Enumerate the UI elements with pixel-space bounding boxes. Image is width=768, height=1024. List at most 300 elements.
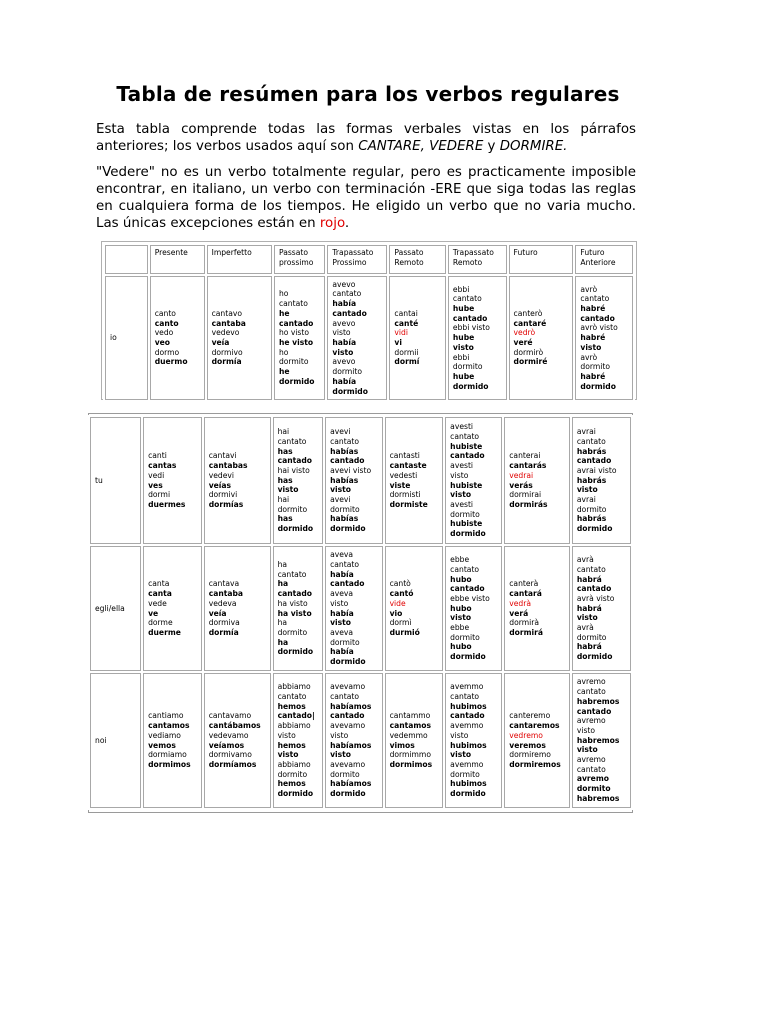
verb-form: vediamo (148, 730, 181, 740)
verb-form: dormías (208, 499, 244, 509)
tense-header-text: Prossimo (332, 257, 367, 267)
table-row (105, 276, 633, 400)
verb-form: hube (452, 371, 475, 381)
verb-form: veías (208, 480, 232, 490)
verb-form: aveva (330, 589, 354, 599)
verb-form: cantaré (513, 318, 547, 328)
verb-form: cantó (389, 589, 414, 599)
verb-form: canterai (509, 451, 541, 461)
verb-form: visto (450, 613, 472, 623)
verb-form: avremo (576, 716, 606, 726)
conjugation-cell (445, 546, 502, 671)
verb-form: había (332, 338, 357, 347)
verb-form: canté (394, 318, 419, 328)
verb-form: vedrà (509, 598, 532, 608)
person-label: egli/ella (90, 546, 141, 671)
verb-form: cantado (576, 456, 612, 466)
verb-form: cantato (330, 691, 359, 701)
verb-form: dormía (211, 357, 242, 367)
verb-form: cantaba (208, 589, 244, 599)
conjugation-cell (204, 417, 271, 544)
verb-form: abbiamo (277, 682, 311, 692)
verb-form: has (277, 475, 293, 485)
tense-header (448, 245, 507, 274)
conjugation-cell (445, 673, 502, 808)
verb-form: ves (148, 480, 163, 490)
verb-form: hai visto (277, 465, 310, 475)
verb-form: dormisti (389, 490, 421, 500)
verb-form: avevi (330, 427, 351, 437)
verb-form: avrà visto (576, 593, 615, 603)
verb-form: dormimos (389, 759, 433, 769)
verb-form: avevi (330, 495, 351, 505)
verb-form: dormimmo (389, 750, 431, 760)
verb-form: dormirò (513, 347, 544, 357)
tense-header (150, 245, 205, 274)
verb-form: hubimos (450, 779, 487, 789)
verb-form: hemos (277, 740, 306, 750)
verb-form: cantiamo (148, 711, 184, 721)
verb-form: dormimos (148, 759, 191, 769)
verb-form: dorme (148, 618, 173, 628)
verb-form: habíamos (330, 779, 372, 789)
verb-form: dormito (452, 362, 483, 372)
verb-form: hubiste (450, 519, 483, 529)
verb-form: cantado (576, 706, 612, 716)
verb-form: vimos (389, 740, 415, 750)
verb-form: visto (332, 347, 354, 357)
verb-form: cantado (277, 589, 313, 599)
tense-header-text: Trapassato (332, 248, 374, 257)
conjugation-cell (504, 546, 570, 671)
verb-form: visto (332, 328, 351, 338)
verb-form: dormiamo (148, 750, 187, 760)
verb-form: vemos (148, 740, 176, 750)
verb-form: habrás (576, 475, 607, 485)
verb-form: ebbe (450, 623, 470, 633)
verb-form: he (278, 308, 290, 318)
verb-form: veía (211, 338, 230, 347)
conjugation-cell (572, 546, 631, 671)
intro-paragraph (96, 121, 636, 155)
verb-form: cantado (277, 456, 313, 466)
verb-form: cantato (277, 436, 307, 446)
verb-form: hubo (450, 642, 472, 652)
period: . (344, 216, 350, 231)
verb-form: he visto (278, 338, 314, 347)
verb-form: hai (277, 427, 290, 437)
verb-form: abbiamo (277, 721, 311, 731)
verb-form: hubiste (450, 480, 483, 490)
verb-form: visto (576, 725, 596, 735)
verb-form: avemmo (450, 721, 484, 731)
verb-form: cantato (450, 691, 480, 701)
verb-form: visto (330, 598, 349, 608)
verb-form: habremos (576, 793, 620, 803)
verb-form: veré (513, 338, 533, 347)
verb-form: avrà (576, 623, 594, 633)
verb-form: cantábamos (208, 721, 261, 731)
verb-form: avrai (576, 495, 596, 505)
verb-form: cantado (330, 456, 365, 466)
conjugation-cell (389, 276, 445, 400)
verb-form: dormì (389, 618, 412, 628)
table-row (90, 673, 631, 808)
verb-form: avevo (332, 318, 356, 328)
verb-form: visto (450, 750, 472, 760)
verb-form: visto (452, 342, 474, 352)
verb-form: cantammo (389, 711, 431, 721)
verb-form: avremo (576, 755, 606, 765)
conjugation-cell (448, 276, 507, 400)
conjugation-cell (327, 276, 387, 400)
verb-form: visto (277, 730, 296, 740)
verb-form: cantado (278, 318, 314, 328)
verb-form: habrá (576, 603, 602, 613)
conjugation-cell (273, 673, 324, 808)
note-paragraph (96, 164, 636, 232)
verb-form: visto (330, 618, 351, 628)
verb-form: cantaba (211, 318, 246, 328)
verb-form: dormía (208, 627, 239, 637)
verb-form: cantado (330, 711, 365, 721)
verb-form: dormito (450, 769, 480, 779)
verb-form: ebbe (450, 555, 470, 565)
verb-form: dormiremo (509, 750, 551, 760)
verb-form: habrás (576, 446, 607, 456)
table-row (90, 417, 631, 544)
verb-form: cantabas (208, 461, 248, 471)
verb-form: canta (148, 579, 170, 589)
conjugation-cell (385, 673, 444, 808)
verb-form: dormido (277, 789, 314, 799)
verb-form: avesti (450, 422, 474, 432)
verb-form: vede (148, 598, 167, 608)
tense-header (509, 245, 574, 274)
verb-form: dormiva (208, 618, 240, 628)
verb-form: dormito (277, 627, 308, 637)
verb-form: dormido (277, 647, 314, 657)
verb-form: dormí (394, 357, 420, 367)
verb-form: vedevo (211, 328, 240, 338)
verb-form: avremo (576, 774, 609, 784)
conjugation-cell (150, 276, 205, 400)
verb-form: dormito (332, 367, 362, 377)
verb-form: ho (278, 347, 289, 357)
verb-form: cantato (277, 569, 307, 579)
verb-form: verás (509, 480, 533, 490)
person-label: io (105, 276, 148, 400)
conjugation-cell (325, 673, 382, 808)
table-row (90, 546, 631, 671)
verb-form: veremos (509, 740, 546, 750)
verb-form: visto (277, 485, 299, 495)
verb-form: visto (330, 730, 349, 740)
verb-form: cantas (148, 461, 177, 471)
verb-form: canto (154, 318, 179, 328)
verb-form: dormido (332, 386, 368, 396)
verb-form: ebbi (452, 352, 470, 362)
verb-form: visto (576, 745, 598, 755)
verb-form: dormiste (389, 499, 428, 509)
verb-form: había (332, 376, 357, 386)
verb-form: habíamos (330, 701, 372, 711)
conjugation-cell (509, 276, 574, 400)
conjugation-cell (325, 417, 382, 544)
verb-form: dormido (452, 381, 489, 391)
conjugation-cell (575, 276, 633, 400)
verb-form: cantavi (208, 451, 237, 461)
verb-form: cantarás (509, 461, 547, 471)
verb-form: ha (277, 618, 288, 628)
conjugation-cell (504, 673, 570, 808)
conjugation-cell (273, 417, 324, 544)
verb-form: dormito (580, 362, 610, 372)
verb-form: hubimos (450, 740, 487, 750)
verb-form: cantavo (211, 308, 242, 318)
verb-form: ve (148, 608, 159, 618)
note-line: en cualquiera forma de los tiempos. He eligido un verbo que no varia mucho. (96, 199, 636, 214)
verb-form: cantato (450, 431, 480, 441)
verb-names: CANTARE, VEDERE (358, 139, 484, 154)
verb-form: ha (277, 579, 289, 589)
verb-form: dormirás (509, 499, 548, 509)
verb-form: cantasti (389, 451, 420, 461)
verb-form: vedevi (208, 470, 234, 480)
verb-form: cantò (389, 579, 411, 589)
verb-form: cantado (580, 313, 615, 323)
conjugation-cell (143, 673, 202, 808)
verb-form: durmió (389, 627, 420, 637)
verb-form: abbiamo (277, 759, 311, 769)
verb-form: avrai (576, 427, 596, 437)
verb-form: avevamo (330, 682, 366, 692)
red-word: rojo (319, 216, 345, 231)
verb-form: dormito (278, 357, 309, 367)
verb-form: dormito (576, 632, 607, 642)
verb-form: vedemmo (389, 730, 428, 740)
verb-form: cantará (509, 589, 542, 599)
verb-form: aveva (330, 550, 354, 560)
verb-form: cantato (576, 687, 606, 697)
verb-form: ebbe visto (450, 593, 490, 603)
verb-form: dormíamos (208, 759, 257, 769)
conjugation-cell (385, 546, 444, 671)
verb-form: habré (580, 371, 606, 381)
verb-form: avesti (450, 499, 474, 509)
verb-form: vi (394, 338, 402, 347)
verb-form: avevi visto (330, 465, 372, 475)
verb-form: había (332, 299, 357, 309)
verb-form: vedrai (509, 470, 534, 480)
verb-form: dormivamo (208, 750, 252, 760)
verb-form: dormido (576, 524, 613, 534)
verb-form: cantato (580, 294, 610, 304)
verb-form: avevo (332, 357, 356, 367)
verb-form: has (277, 446, 293, 456)
verb-form: hemos (277, 779, 306, 789)
verb-form: cantai (394, 308, 418, 318)
verb-form: visto (576, 613, 598, 623)
tense-header-text: Remoto (394, 257, 424, 267)
verb-form: canta (148, 589, 172, 599)
verb-form: habré (580, 333, 606, 343)
verb-form: hemos (277, 701, 306, 711)
conjugation-table-bottom (88, 415, 633, 810)
verb-form: vedevamo (208, 730, 249, 740)
verb-form: cantado (576, 584, 612, 594)
verb-form: veo (154, 338, 171, 347)
tense-header-text: Remoto (452, 257, 483, 267)
verb-form: ebbi visto (452, 323, 490, 333)
verb-form: cantato (450, 564, 480, 574)
verb-form: ha visto (277, 598, 308, 608)
tense-header (575, 245, 633, 274)
verb-form: cantato (330, 559, 359, 569)
verb-form: visto (330, 485, 351, 495)
verb-form: avevo (332, 279, 356, 289)
note-line (96, 215, 636, 232)
verb-form: avevamo (330, 721, 366, 731)
tense-header (274, 245, 325, 274)
header-corner (105, 245, 148, 274)
conjugation-cell (572, 673, 631, 808)
verb-form: visto (330, 750, 351, 760)
verb-form: dormii (394, 347, 419, 357)
verb-form: avrò (580, 352, 598, 362)
verb-form: canterà (509, 579, 539, 589)
verb-form: dormido (450, 789, 486, 799)
header-row (105, 245, 633, 274)
verb-form: duerme (148, 627, 181, 637)
verb-form: ho (278, 289, 289, 299)
verb-form: dormivo (211, 347, 243, 357)
page-title: Tabla de resúmen para los verbos regulares (116, 82, 620, 106)
verb-form: habremos (576, 696, 620, 706)
verb-form: habremos (576, 735, 620, 745)
tense-header-text: Presente (154, 248, 188, 257)
intro-line: Esta tabla comprende todas las formas verbales vistas en los párrafos (96, 122, 636, 137)
verb-form: vedi (148, 470, 165, 480)
conjugation-cell (204, 546, 271, 671)
verb-form: dormido (277, 524, 314, 534)
verb-form: hubiste (450, 441, 483, 451)
note-line: "Vedere" no es un verbo totalmente regular, pero es practicamente imposible (96, 165, 636, 180)
verb-form: dormo (154, 347, 180, 357)
verb-form: habías (330, 514, 359, 524)
verb-form: había (330, 608, 354, 618)
verb-form: canti (148, 451, 167, 461)
tense-header-text: Passato (394, 248, 424, 257)
verb-form: habías (330, 446, 359, 456)
verb-form: canteremo (509, 711, 551, 721)
verb-form: dormido (576, 652, 613, 662)
verb-form: avrò (580, 284, 598, 294)
verb-form: ha (277, 637, 289, 647)
tense-header-text: Imperfetto (211, 248, 252, 257)
verb-form: vidi (394, 328, 408, 338)
verb-form: vedremo (509, 730, 543, 740)
verb-form: cantato (452, 294, 482, 304)
verb-form: avemmo (450, 682, 484, 692)
verb-form: cantava (208, 579, 240, 589)
verb-form: vio (389, 608, 403, 618)
verb-form: avrò visto (580, 323, 618, 333)
verb-form: cantato (576, 436, 606, 446)
conjunction: y (483, 139, 500, 154)
verb-form: cantato (330, 436, 359, 446)
verb-form: habrá (576, 642, 602, 652)
verb-form: aveva (330, 627, 354, 637)
tense-header-text: Anteriore (580, 257, 616, 267)
verb-form: hubo (450, 574, 472, 584)
verb-form: avrai visto (576, 465, 617, 475)
verb-form: canto (154, 308, 176, 318)
verb-names: DORMIRE. (499, 139, 568, 154)
verb-form: vedo (154, 328, 174, 338)
verb-form: cantado (450, 711, 485, 721)
tense-header (389, 245, 445, 274)
verb-form: dormido (330, 657, 366, 667)
verb-form: cantamos (148, 721, 190, 731)
conjugation-cell (207, 276, 272, 400)
verb-form: vedrò (513, 328, 536, 338)
verb-form: viste (389, 480, 411, 490)
verb-form: cantado (452, 313, 488, 323)
verb-form: visto (450, 490, 472, 500)
verb-form: cantado (332, 308, 367, 318)
conjugation-cell (572, 417, 631, 544)
verb-form: cantato (277, 691, 307, 701)
intro-text: anteriores; los verbos usados aquí son (96, 139, 359, 154)
verb-form: vide (389, 598, 406, 608)
verb-form: dormido (330, 789, 366, 799)
verb-form: ha visto (277, 608, 312, 618)
verb-form: has (277, 514, 293, 524)
verb-form: cantado (330, 579, 365, 589)
verb-form: visto (450, 730, 469, 740)
verb-form: visto (576, 485, 598, 495)
verb-form: habíamos (330, 740, 372, 750)
verb-form: habías (330, 475, 359, 485)
verb-form: hube (452, 304, 475, 314)
verb-form: avremo (576, 677, 606, 687)
verb-form: cantaste (389, 461, 427, 471)
conjugation-cell (385, 417, 444, 544)
verb-form: cantaremos (509, 721, 560, 731)
tense-header (207, 245, 272, 274)
verb-form: dormito (330, 637, 360, 647)
conjugation-cell (274, 276, 325, 400)
conjugation-cell (445, 417, 502, 544)
verb-form: cantado (450, 451, 485, 461)
verb-form: cantado| (277, 711, 315, 721)
verb-form: cantato (576, 564, 606, 574)
verb-form: dormirá (509, 627, 544, 637)
verb-form: dormido (450, 652, 486, 662)
person-label: tu (90, 417, 141, 544)
verb-form: visto (580, 342, 602, 352)
verb-form: había (330, 647, 354, 657)
verb-form: había (330, 569, 354, 579)
verb-form: hube (452, 333, 475, 343)
verb-form: canterò (513, 308, 543, 318)
verb-form: dormito (330, 504, 360, 514)
tense-header-text: Futuro (580, 248, 605, 257)
verb-form: dormi (148, 490, 171, 500)
verb-form: habré (580, 304, 606, 314)
verb-form: veía (208, 608, 227, 618)
